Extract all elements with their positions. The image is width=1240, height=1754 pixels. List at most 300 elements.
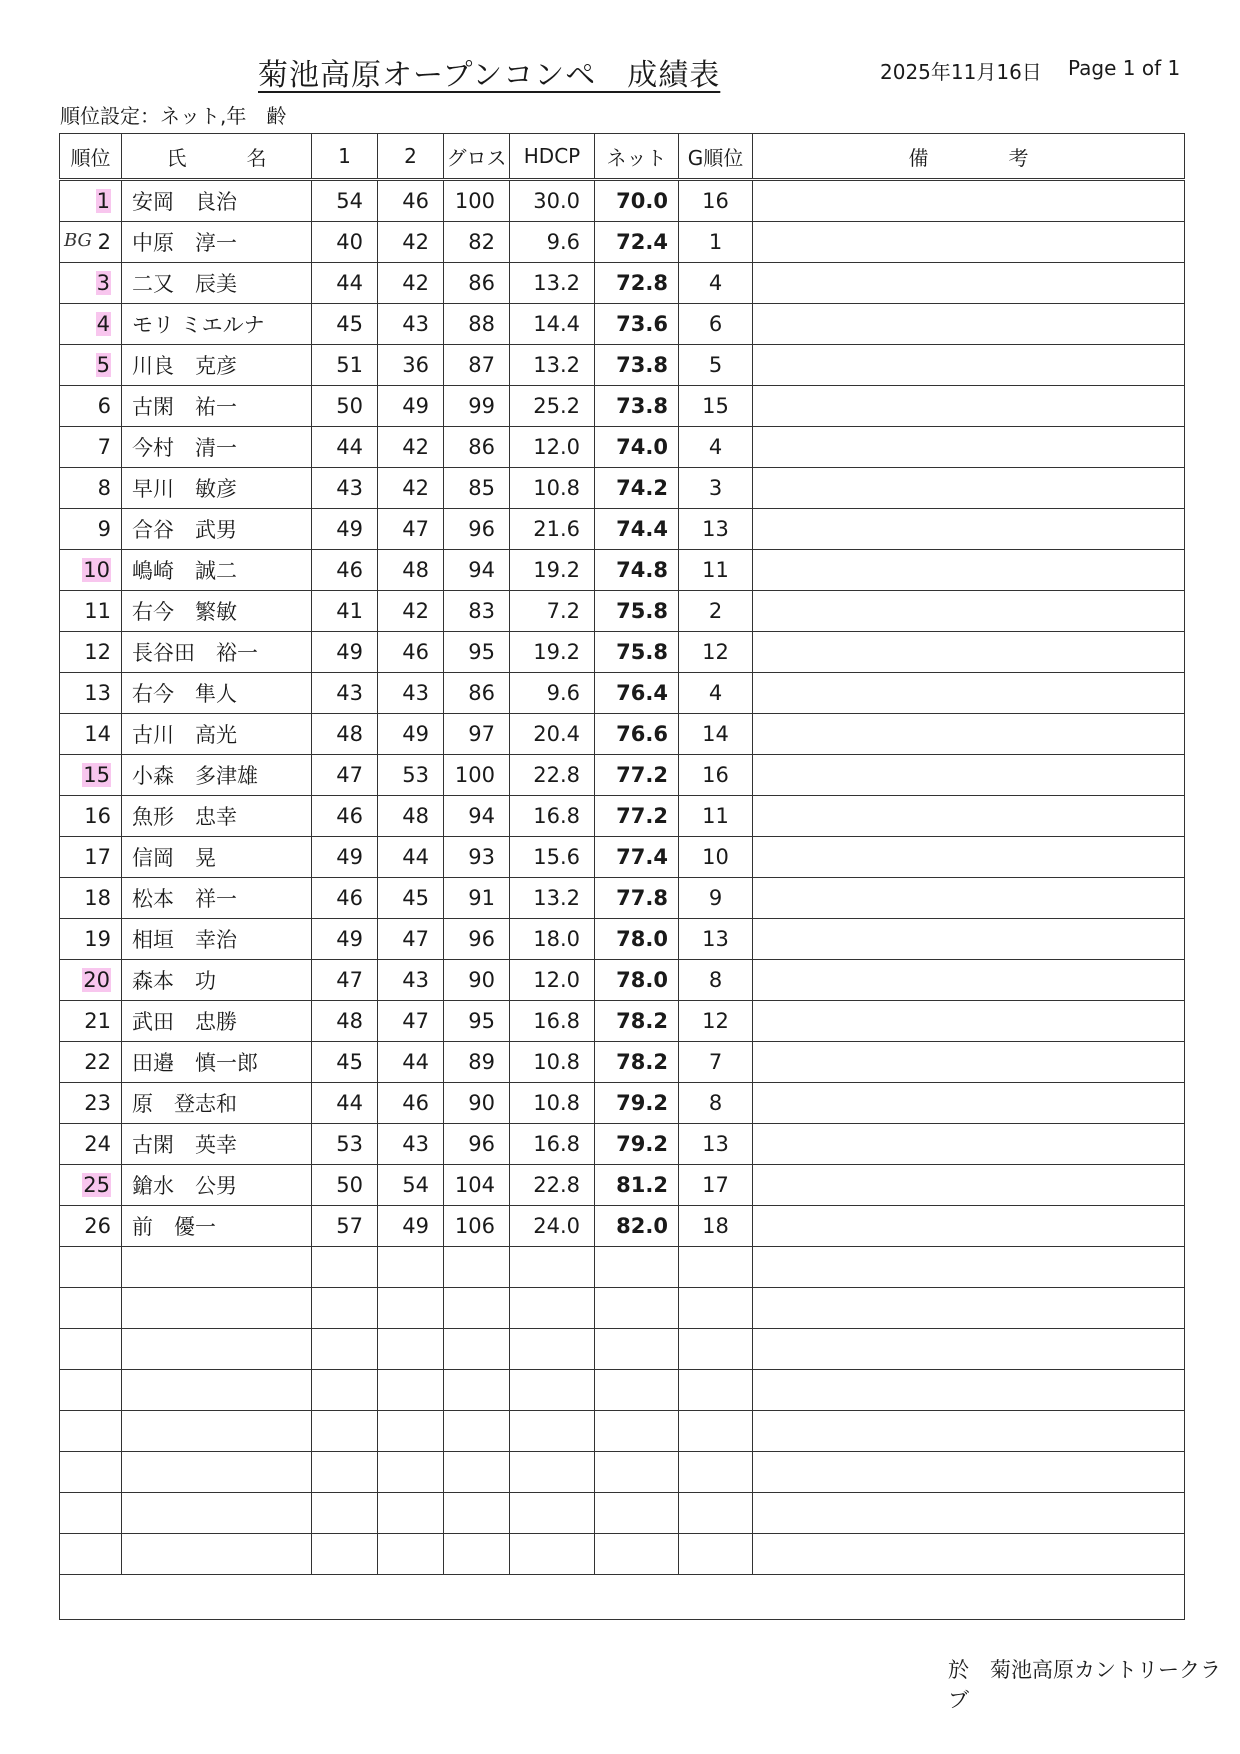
gross-cell: 89	[444, 1042, 510, 1083]
net-cell: 74.0	[595, 427, 679, 468]
name-cell: 武田 忠勝	[122, 1001, 312, 1042]
empty-cell	[753, 1329, 1185, 1370]
name-cell: 小森 多津雄	[122, 755, 312, 796]
hole2-cell: 47	[378, 509, 444, 550]
remarks-cell	[753, 632, 1185, 673]
empty-cell	[60, 1288, 122, 1329]
ranking-setting: 順位設定：ネット,年 齢	[60, 104, 287, 128]
hole2-cell: 48	[378, 550, 444, 591]
hole2-cell: 44	[378, 1042, 444, 1083]
table-row	[60, 960, 1185, 1001]
hdcp-cell: 19.2	[510, 550, 595, 591]
rank-cell	[60, 1124, 122, 1165]
grank-cell: 13	[679, 509, 753, 550]
rank-value: 2	[97, 230, 111, 254]
rank-cell	[60, 1206, 122, 1247]
remarks-cell	[753, 550, 1185, 591]
hole2-cell: 43	[378, 960, 444, 1001]
rank-cell	[60, 1083, 122, 1124]
empty-cell	[753, 1411, 1185, 1452]
name-cell: 嶋崎 誠二	[122, 550, 312, 591]
rank-value: 24	[84, 1132, 111, 1156]
hdcp-cell: 22.8	[510, 1165, 595, 1206]
empty-row	[60, 1329, 1185, 1370]
table-row	[60, 509, 1185, 550]
hole1-cell: 49	[312, 919, 378, 960]
empty-cell	[378, 1411, 444, 1452]
rank-cell	[60, 345, 122, 386]
empty-cell	[60, 1493, 122, 1534]
grank-cell: 11	[679, 796, 753, 837]
table-row	[60, 550, 1185, 591]
table-row	[60, 796, 1185, 837]
rank-cell	[60, 427, 122, 468]
hole2-cell: 47	[378, 1001, 444, 1042]
empty-cell	[312, 1329, 378, 1370]
remarks-cell	[753, 386, 1185, 427]
net-cell: 73.6	[595, 304, 679, 345]
rank-value: 22	[84, 1050, 111, 1074]
empty-cell	[510, 1370, 595, 1411]
name-cell: 鎗水 公男	[122, 1165, 312, 1206]
empty-cell	[122, 1411, 312, 1452]
hole2-cell: 53	[378, 755, 444, 796]
empty-cell	[60, 1247, 122, 1288]
empty-cell	[444, 1493, 510, 1534]
empty-cell	[444, 1534, 510, 1575]
gross-cell: 88	[444, 304, 510, 345]
empty-row	[60, 1534, 1185, 1575]
grank-cell: 12	[679, 1001, 753, 1042]
table-row	[60, 632, 1185, 673]
hole2-cell: 42	[378, 263, 444, 304]
grank-cell: 12	[679, 632, 753, 673]
hole1-cell: 45	[312, 1042, 378, 1083]
net-cell: 72.4	[595, 222, 679, 263]
gross-cell: 91	[444, 878, 510, 919]
empty-cell	[312, 1288, 378, 1329]
hdcp-cell: 22.8	[510, 755, 595, 796]
hdcp-cell: 18.0	[510, 919, 595, 960]
hole1-cell: 50	[312, 386, 378, 427]
empty-cell	[378, 1493, 444, 1534]
rank-cell	[60, 222, 122, 263]
hdcp-cell: 13.2	[510, 263, 595, 304]
hdcp-cell: 9.6	[510, 673, 595, 714]
rank-cell	[60, 509, 122, 550]
empty-cell	[595, 1534, 679, 1575]
empty-cell	[753, 1452, 1185, 1493]
empty-cell	[312, 1452, 378, 1493]
gross-cell: 94	[444, 550, 510, 591]
hole1-cell: 44	[312, 1083, 378, 1124]
remarks-cell	[753, 796, 1185, 837]
net-cell: 77.4	[595, 837, 679, 878]
hdcp-cell: 30.0	[510, 180, 595, 222]
remarks-cell	[753, 591, 1185, 632]
rank-cell	[60, 632, 122, 673]
empty-cell	[312, 1534, 378, 1575]
net-cell: 73.8	[595, 345, 679, 386]
gross-cell: 93	[444, 837, 510, 878]
name-cell: 松本 祥一	[122, 878, 312, 919]
table-row	[60, 755, 1185, 796]
hdcp-cell: 24.0	[510, 1206, 595, 1247]
table-row	[60, 837, 1185, 878]
hole2-cell: 42	[378, 591, 444, 632]
net-cell: 74.4	[595, 509, 679, 550]
hole1-cell: 44	[312, 263, 378, 304]
net-cell: 79.2	[595, 1083, 679, 1124]
gross-cell: 86	[444, 263, 510, 304]
gross-cell: 86	[444, 427, 510, 468]
hdcp-cell: 15.6	[510, 837, 595, 878]
results-body	[60, 180, 1185, 1620]
hdcp-cell: 16.8	[510, 1001, 595, 1042]
rank-cell	[60, 550, 122, 591]
remarks-cell	[753, 468, 1185, 509]
results-table	[59, 133, 1185, 1620]
col-header-rank: 順位	[60, 134, 122, 180]
empty-cell	[378, 1247, 444, 1288]
empty-cell	[510, 1247, 595, 1288]
hole1-cell: 45	[312, 304, 378, 345]
hole2-cell: 47	[378, 919, 444, 960]
net-cell: 75.8	[595, 632, 679, 673]
name-cell: 右今 隼人	[122, 673, 312, 714]
empty-cell	[444, 1329, 510, 1370]
hole1-cell: 40	[312, 222, 378, 263]
net-cell: 78.0	[595, 919, 679, 960]
net-cell: 75.8	[595, 591, 679, 632]
hdcp-cell: 12.0	[510, 960, 595, 1001]
grank-cell: 3	[679, 468, 753, 509]
table-row	[60, 1165, 1185, 1206]
hole2-cell: 43	[378, 304, 444, 345]
rank-value: 12	[84, 640, 111, 664]
name-cell: 川良 克彦	[122, 345, 312, 386]
empty-row	[60, 1247, 1185, 1288]
empty-cell	[378, 1288, 444, 1329]
col-header-net: ネット	[595, 134, 679, 180]
gross-cell: 96	[444, 509, 510, 550]
gross-cell: 86	[444, 673, 510, 714]
hole2-cell: 42	[378, 222, 444, 263]
hole2-cell: 49	[378, 714, 444, 755]
rank-cell	[60, 796, 122, 837]
hdcp-cell: 14.4	[510, 304, 595, 345]
empty-row	[60, 1493, 1185, 1534]
rank-value: 5	[96, 353, 110, 377]
grank-cell: 10	[679, 837, 753, 878]
hdcp-cell: 12.0	[510, 427, 595, 468]
grank-cell: 9	[679, 878, 753, 919]
empty-cell	[679, 1370, 753, 1411]
page-title: 菊池高原オープンコンペ 成績表	[258, 58, 721, 93]
col-header-hole1: 1	[312, 134, 378, 180]
rank-value: 1	[96, 189, 110, 213]
table-row	[60, 1206, 1185, 1247]
empty-cell	[378, 1534, 444, 1575]
grank-cell: 4	[679, 263, 753, 304]
remarks-cell	[753, 878, 1185, 919]
empty-cell	[60, 1370, 122, 1411]
empty-cell	[679, 1329, 753, 1370]
grank-cell: 15	[679, 386, 753, 427]
hdcp-cell: 10.8	[510, 1083, 595, 1124]
col-header-gross: グロス	[444, 134, 510, 180]
name-cell: 魚形 忠幸	[122, 796, 312, 837]
empty-cell	[510, 1452, 595, 1493]
net-cell: 82.0	[595, 1206, 679, 1247]
hole2-cell: 43	[378, 1124, 444, 1165]
hdcp-cell: 19.2	[510, 632, 595, 673]
hole1-cell: 49	[312, 632, 378, 673]
hole1-cell: 41	[312, 591, 378, 632]
empty-cell	[312, 1370, 378, 1411]
rank-cell	[60, 714, 122, 755]
empty-cell	[753, 1288, 1185, 1329]
rank-cell	[60, 304, 122, 345]
empty-cell	[122, 1493, 312, 1534]
rank-value: 4	[96, 312, 110, 336]
net-cell: 74.8	[595, 550, 679, 591]
table-row	[60, 1042, 1185, 1083]
empty-row	[60, 1288, 1185, 1329]
empty-cell	[312, 1411, 378, 1452]
remarks-cell	[753, 427, 1185, 468]
gross-cell: 85	[444, 468, 510, 509]
rank-value: 3	[96, 271, 110, 295]
rank-value: 7	[97, 435, 111, 459]
remarks-cell	[753, 222, 1185, 263]
gross-cell: 100	[444, 755, 510, 796]
name-cell: 古閑 英幸	[122, 1124, 312, 1165]
grank-cell: 8	[679, 1083, 753, 1124]
remarks-cell	[753, 1206, 1185, 1247]
empty-cell	[679, 1247, 753, 1288]
gross-cell: 83	[444, 591, 510, 632]
name-cell: 信岡 晃	[122, 837, 312, 878]
grank-cell: 11	[679, 550, 753, 591]
empty-cell	[122, 1329, 312, 1370]
empty-cell	[595, 1288, 679, 1329]
rank-cell	[60, 755, 122, 796]
empty-cell	[444, 1288, 510, 1329]
gross-cell: 96	[444, 1124, 510, 1165]
rank-value: 20	[83, 968, 110, 992]
hole1-cell: 46	[312, 550, 378, 591]
hdcp-cell: 16.8	[510, 1124, 595, 1165]
net-cell: 74.2	[595, 468, 679, 509]
grank-cell: 16	[679, 755, 753, 796]
remarks-cell	[753, 1124, 1185, 1165]
grank-cell: 14	[679, 714, 753, 755]
rank-value: 9	[97, 517, 111, 541]
grank-cell: 17	[679, 1165, 753, 1206]
hole2-cell: 48	[378, 796, 444, 837]
hole2-cell: 36	[378, 345, 444, 386]
net-cell: 78.0	[595, 960, 679, 1001]
page-number: Page 1 of 1	[1068, 56, 1181, 80]
hole1-cell: 46	[312, 796, 378, 837]
net-cell: 77.2	[595, 755, 679, 796]
empty-row	[60, 1411, 1185, 1452]
empty-cell	[510, 1493, 595, 1534]
empty-cell	[510, 1411, 595, 1452]
handwritten-mark: BG	[64, 230, 92, 251]
empty-cell	[122, 1534, 312, 1575]
name-cell: 右今 繁敏	[122, 591, 312, 632]
empty-cell	[679, 1411, 753, 1452]
hole1-cell: 47	[312, 960, 378, 1001]
gross-cell: 106	[444, 1206, 510, 1247]
hole1-cell: 57	[312, 1206, 378, 1247]
hole1-cell: 49	[312, 509, 378, 550]
empty-row	[60, 1452, 1185, 1493]
empty-cell	[753, 1534, 1185, 1575]
hdcp-cell: 7.2	[510, 591, 595, 632]
hole1-cell: 43	[312, 673, 378, 714]
empty-cell	[679, 1288, 753, 1329]
hole2-cell: 46	[378, 632, 444, 673]
name-cell: 相垣 幸治	[122, 919, 312, 960]
net-cell: 77.2	[595, 796, 679, 837]
empty-cell	[60, 1534, 122, 1575]
hole2-cell: 45	[378, 878, 444, 919]
empty-cell	[378, 1370, 444, 1411]
table-row	[60, 263, 1185, 304]
hdcp-cell: 10.8	[510, 1042, 595, 1083]
table-row	[60, 468, 1185, 509]
rank-cell	[60, 386, 122, 427]
hole2-cell: 44	[378, 837, 444, 878]
gross-cell: 94	[444, 796, 510, 837]
rank-cell	[60, 468, 122, 509]
net-cell: 81.2	[595, 1165, 679, 1206]
net-cell: 76.4	[595, 673, 679, 714]
rank-value: 13	[84, 681, 111, 705]
name-cell: 長谷田 裕一	[122, 632, 312, 673]
empty-cell	[444, 1411, 510, 1452]
table-row	[60, 1001, 1185, 1042]
hole1-cell: 47	[312, 755, 378, 796]
rank-value: 11	[84, 599, 111, 623]
hole1-cell: 54	[312, 180, 378, 222]
empty-cell	[444, 1247, 510, 1288]
rank-cell	[60, 1042, 122, 1083]
hole1-cell: 51	[312, 345, 378, 386]
hole2-cell: 42	[378, 427, 444, 468]
empty-cell	[595, 1329, 679, 1370]
table-row	[60, 1083, 1185, 1124]
gross-cell: 95	[444, 1001, 510, 1042]
empty-cell	[122, 1452, 312, 1493]
empty-cell	[510, 1288, 595, 1329]
net-cell: 78.2	[595, 1042, 679, 1083]
grank-cell: 16	[679, 180, 753, 222]
name-cell: 二又 辰美	[122, 263, 312, 304]
rank-value: 21	[84, 1009, 111, 1033]
gross-cell: 104	[444, 1165, 510, 1206]
hdcp-cell: 21.6	[510, 509, 595, 550]
net-cell: 73.8	[595, 386, 679, 427]
gross-cell: 82	[444, 222, 510, 263]
name-cell: 森本 功	[122, 960, 312, 1001]
empty-cell	[679, 1534, 753, 1575]
table-row	[60, 1124, 1185, 1165]
remarks-cell	[753, 1001, 1185, 1042]
hole1-cell: 50	[312, 1165, 378, 1206]
empty-cell	[753, 1247, 1185, 1288]
hole1-cell: 49	[312, 837, 378, 878]
hole2-cell: 46	[378, 180, 444, 222]
remarks-cell	[753, 180, 1185, 222]
grank-cell: 5	[679, 345, 753, 386]
hole2-cell: 49	[378, 1206, 444, 1247]
grank-cell: 1	[679, 222, 753, 263]
grank-cell: 18	[679, 1206, 753, 1247]
grank-cell: 6	[679, 304, 753, 345]
net-cell: 78.2	[595, 1001, 679, 1042]
rank-cell	[60, 837, 122, 878]
rank-cell	[60, 878, 122, 919]
grank-cell: 13	[679, 1124, 753, 1165]
gross-cell: 90	[444, 960, 510, 1001]
name-cell: 安岡 良治	[122, 180, 312, 222]
name-cell: モリ ミエルナ	[122, 304, 312, 345]
rank-cell	[60, 960, 122, 1001]
rank-value: 18	[84, 886, 111, 910]
rank-value: 17	[84, 845, 111, 869]
hdcp-cell: 10.8	[510, 468, 595, 509]
gross-cell: 97	[444, 714, 510, 755]
hole2-cell: 43	[378, 673, 444, 714]
hole1-cell: 46	[312, 878, 378, 919]
grank-cell: 2	[679, 591, 753, 632]
table-row	[60, 714, 1185, 755]
empty-cell	[378, 1452, 444, 1493]
rank-cell	[60, 673, 122, 714]
rank-value: 10	[83, 558, 110, 582]
remarks-cell	[753, 714, 1185, 755]
empty-cell	[510, 1534, 595, 1575]
hdcp-cell: 16.8	[510, 796, 595, 837]
grank-cell: 4	[679, 427, 753, 468]
net-cell: 72.8	[595, 263, 679, 304]
table-row	[60, 304, 1185, 345]
empty-cell	[60, 1329, 122, 1370]
table-row	[60, 222, 1185, 263]
grank-cell: 13	[679, 919, 753, 960]
bottom-row	[60, 1575, 1185, 1620]
col-header-grank: G順位	[679, 134, 753, 180]
empty-cell	[679, 1452, 753, 1493]
hole2-cell: 49	[378, 386, 444, 427]
table-row	[60, 919, 1185, 960]
name-cell: 田邉 慎一郎	[122, 1042, 312, 1083]
name-cell: 早川 敏彦	[122, 468, 312, 509]
empty-cell	[595, 1411, 679, 1452]
net-cell: 76.6	[595, 714, 679, 755]
table-header-row	[60, 134, 1185, 180]
empty-cell	[679, 1493, 753, 1534]
gross-cell: 95	[444, 632, 510, 673]
name-cell: 前 優一	[122, 1206, 312, 1247]
remarks-cell	[753, 304, 1185, 345]
rank-value: 8	[97, 476, 111, 500]
empty-cell	[60, 1452, 122, 1493]
